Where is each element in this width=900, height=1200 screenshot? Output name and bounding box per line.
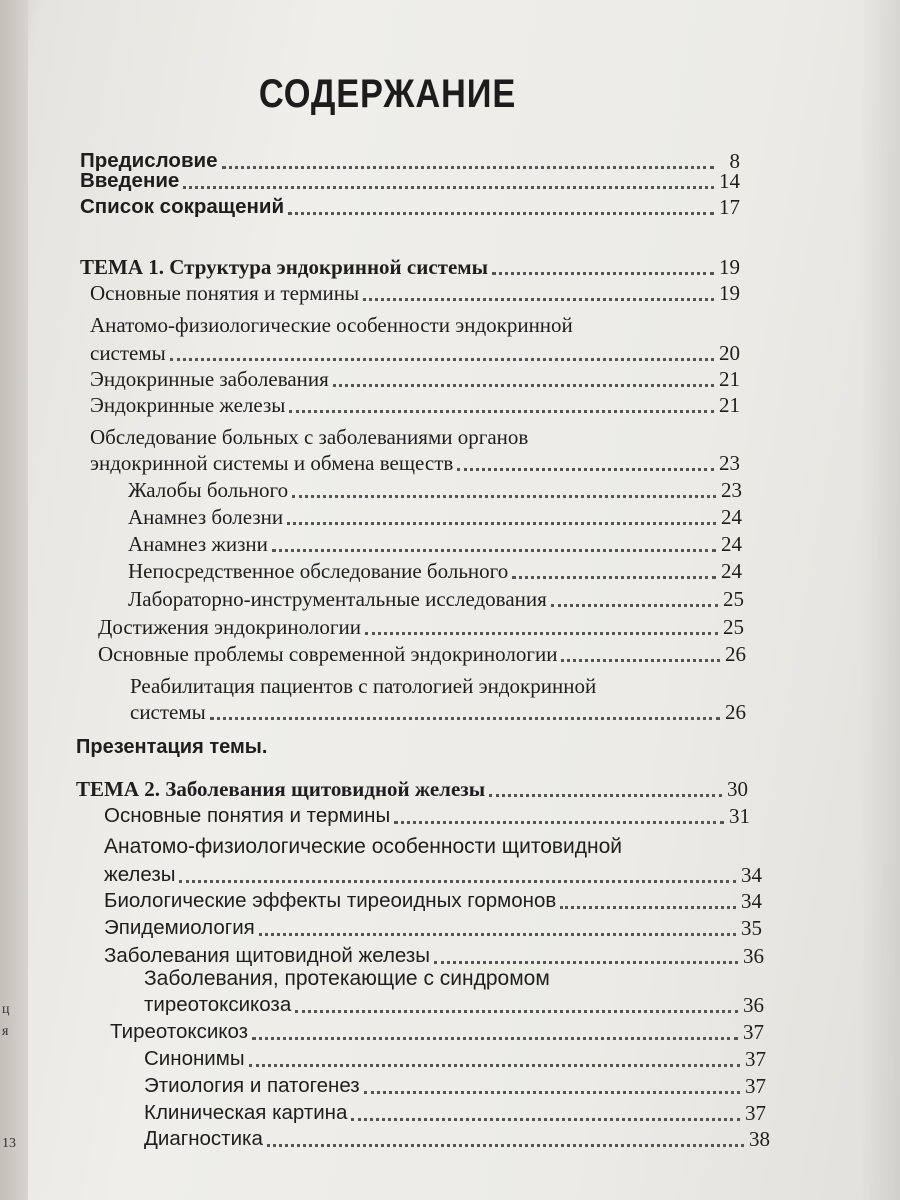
margin-fragment: 13: [2, 1136, 16, 1151]
toc-entry: [144, 1100, 766, 1126]
toc-entry: [110, 1019, 764, 1045]
toc-entry-page: 23: [719, 451, 740, 475]
toc-entry-line1: Заболевания, протекающие с синдромом: [144, 967, 550, 990]
toc-presentation-1: Презентация темы.: [76, 736, 268, 758]
page-title: СОДЕРЖАНИЕ: [258, 72, 517, 116]
toc-entry-label: Анамнез жизни: [128, 532, 268, 556]
toc-entry-label: Предисловие: [80, 149, 218, 172]
toc-entry-label: Биологические эффекты тиреоидных гормонов: [104, 889, 557, 912]
toc-entry: [104, 803, 750, 829]
toc-entry-page: 38: [749, 1127, 770, 1151]
toc-entry: [90, 340, 740, 366]
dot-leader: [351, 1118, 740, 1121]
toc-entry-page: 23: [721, 478, 742, 502]
toc-entry-page: 21: [719, 367, 740, 391]
toc-entry-label: Заболевания щитовидной железы: [104, 944, 430, 967]
toc-entry-line1: Обследование больных с заболеваниями органов: [90, 425, 529, 449]
toc-topic-1-heading: [80, 254, 740, 280]
toc-entry: [128, 531, 742, 557]
toc-entry-page: 34: [741, 889, 762, 913]
dot-leader: [434, 961, 738, 964]
dot-leader: [394, 821, 724, 824]
toc-entry-abbreviations: [80, 194, 740, 220]
toc-entry-page: 36: [743, 944, 764, 968]
toc-entry-label: Основные понятия и термины: [90, 281, 360, 305]
dot-leader: [252, 1037, 738, 1040]
toc-entry-page: 36: [743, 993, 764, 1017]
dot-leader: [272, 549, 716, 552]
toc-entry-label: Основные проблемы современной эндокринологии: [98, 642, 558, 666]
toc-entry-label: Анамнез болезни: [128, 505, 284, 529]
toc-entry: [128, 558, 742, 584]
dot-leader: [365, 632, 718, 635]
toc-entry-label: Лабораторно-инструментальные исследования: [128, 587, 547, 611]
toc-entry-label: Непосредственное обследование больного: [128, 559, 509, 583]
toc-entry-label: Эндокринные заболевания: [90, 367, 329, 391]
toc-entry-page: 37: [745, 1074, 766, 1098]
toc-entry-label: Синонимы: [144, 1047, 245, 1070]
toc-entry-page: 19: [719, 281, 740, 305]
toc-entry-label: тиреотоксикоза: [144, 993, 292, 1016]
margin-fragment: ц: [2, 1002, 10, 1017]
toc-entry: [98, 614, 744, 640]
dot-leader: [292, 495, 716, 498]
toc-entry: [128, 586, 744, 612]
toc-entry: [144, 1073, 766, 1099]
toc-entry: [104, 915, 762, 941]
toc-entry-label: Клиническая картина: [144, 1101, 348, 1124]
toc-entry: [144, 992, 764, 1018]
margin-fragment: я: [2, 1024, 9, 1039]
toc-entry-page: 8: [729, 149, 740, 173]
dot-leader: [289, 410, 714, 413]
dot-leader: [179, 880, 736, 883]
toc-entry-label: железы: [104, 863, 176, 886]
toc-entry-label: ТЕМА 2. Заболевания щитовидной железы: [76, 777, 486, 801]
toc-entry: [98, 641, 746, 667]
toc-entry-page: 37: [743, 1020, 764, 1044]
toc-entry: [90, 450, 740, 476]
toc-entry-label: Этиология и патогенез: [144, 1074, 360, 1097]
toc-entry-page: 34: [741, 863, 762, 887]
toc-entry-label: Эндокринные железы: [90, 393, 286, 417]
toc-entry-label: ТЕМА 1. Структура эндокринной системы: [80, 255, 488, 279]
dot-leader: [363, 298, 714, 301]
toc-entry-line1: Реабилитация пациентов с патологией эндокринной: [130, 674, 597, 698]
toc-entry-label: системы: [90, 341, 166, 365]
toc-entry-label: Введение: [80, 169, 180, 192]
toc-entry: [104, 862, 762, 888]
toc-entry-page: 26: [725, 700, 746, 724]
toc-entry-page: 17: [719, 195, 740, 219]
toc-entry-intro: [80, 168, 740, 194]
toc-entry: [130, 699, 746, 725]
dot-leader: [364, 1091, 740, 1094]
toc-entry-page: 20: [719, 341, 740, 365]
toc-entry-page: 31: [729, 804, 750, 828]
toc-entry-label: Список сокращений: [80, 195, 285, 218]
dot-leader: [457, 468, 714, 471]
toc-entry: [144, 1046, 766, 1072]
toc-entry: [90, 392, 740, 418]
toc-entry: [144, 1126, 770, 1152]
dot-leader: [288, 212, 714, 215]
toc-entry-label: Тиреотоксикоз: [110, 1020, 249, 1043]
toc-entry: [128, 477, 742, 503]
dot-leader: [170, 358, 714, 361]
toc-entry-page: 25: [723, 587, 744, 611]
dot-leader: [333, 384, 714, 387]
toc-entry-label: системы: [130, 700, 206, 724]
toc-entry-page: 35: [741, 916, 762, 940]
toc-entry-page: 19: [719, 255, 740, 279]
dot-leader: [512, 576, 716, 579]
dot-leader: [492, 272, 714, 275]
toc-entry: [104, 888, 762, 914]
toc-topic-2-heading: [76, 776, 748, 802]
toc-entry-label: Диагностика: [144, 1127, 263, 1150]
toc-entry-page: 24: [721, 559, 742, 583]
toc-entry-page: 21: [719, 393, 740, 417]
dot-leader: [249, 1064, 740, 1067]
toc-entry-page: 25: [723, 615, 744, 639]
toc-entry-label: Достижения эндокринологии: [98, 615, 361, 639]
toc-entry: [90, 366, 740, 392]
toc-entry: [90, 280, 740, 306]
toc-entry-label: Эпидемиология: [104, 916, 255, 939]
toc-entry-page: 37: [745, 1101, 766, 1125]
toc-entry-page: 24: [721, 532, 742, 556]
dot-leader: [287, 522, 716, 525]
dot-leader: [489, 794, 722, 797]
toc-entry-line1: Анатомо-физиологические особенности эндокринной: [90, 313, 573, 337]
dot-leader: [560, 906, 736, 909]
dot-leader: [295, 1010, 738, 1013]
dot-leader: [267, 1144, 744, 1147]
toc-entry-label: Жалобы больного: [128, 478, 289, 502]
dot-leader: [551, 604, 718, 607]
toc-entry-label: Основные понятия и термины: [104, 804, 391, 827]
dot-leader: [259, 933, 736, 936]
toc-entry-page: 30: [727, 777, 748, 801]
toc-entry-page: 24: [721, 505, 742, 529]
dot-leader: [183, 186, 714, 189]
toc-entry: [128, 504, 742, 530]
dot-leader: [210, 717, 720, 720]
toc-entry-page: 26: [725, 642, 746, 666]
toc-entry-page: 14: [719, 169, 740, 193]
toc-entry-label: эндокринной системы и обмена веществ: [90, 451, 454, 475]
toc-entry-line1: Анатомо-физиологические особенности щитовидной: [104, 835, 623, 858]
dot-leader: [561, 659, 720, 662]
toc-entry-page: 37: [745, 1047, 766, 1071]
